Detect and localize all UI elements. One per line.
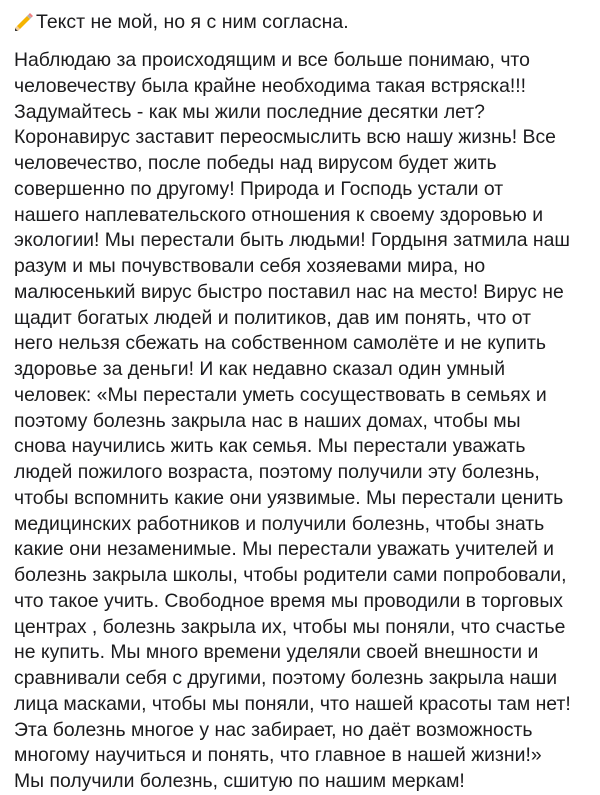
post-line: Эта болезнь многое у нас забирает, но даёт возможность [14,718,533,741]
post-header-text: Текст не мой, но я с ним согласна. [36,11,349,33]
post-line: болезнь закрыла школы, чтобы родители сами попробовали, [14,564,567,586]
post-line: Мы получили болезнь, сшитую по нашим меркам! [14,770,465,792]
post-line: щадит богатых людей и политиков, дав им понять, что от [14,306,531,329]
post-line: сравнивали себя с другими, поэтому болезнь закрыла наши [14,667,558,689]
pencil-icon [14,12,34,32]
post-line: медицинских работников и получили болезнь, чтобы знать [14,512,545,535]
post-line: разум и мы почувствовали себя хозяевами мира, но [14,255,486,277]
post-line: какие они незаменимые. Мы перестали уважать учителей и [14,538,554,561]
post-line: человек: «Мы перестали уметь сосуществовать в семьях и [14,383,547,406]
post-line: совершенно по другому! Природа и Господь устали от [14,177,504,200]
post-body [14,48,592,795]
post-line: многому научиться и понять, что главное в нашей жизни!» [14,744,542,767]
post-line: людей пожилого возраста, поэтому получили эту болезнь, [14,461,540,483]
post [14,8,592,795]
post-line: него нельзя сбежать на собственном самолёте и не купить [14,332,546,355]
post-header [14,8,592,36]
post-line: человечество, после победы над вирусом будет жить [14,152,497,174]
post-line: здоровье за деньги! И как недавно сказал один умный [14,358,506,380]
post-line: нашего наплевательского отношения к своему здоровью и [14,203,544,226]
post-line: Задумайтесь - как мы жили последние десятки лет? [14,100,485,123]
post-line: экологии! Мы перестали быть людьми! Гордыня затмила наш [14,229,570,252]
post-line: Наблюдаю за происходящим и все больше понимаю, что [14,49,530,71]
post-line: снова научились жить как семья. Мы перестали уважать [14,435,526,458]
post-line: не купить. Мы много времени уделяли своей внешности и [14,641,539,664]
post-line: Коронавирус заставит переосмыслить всю нашу жизнь! Все [14,126,556,149]
post-line: малюсенький вирус быстро поставил нас на место! Вирус не [14,280,564,303]
post-line: человечеству была крайне необходима такая встряска!!! [14,74,527,97]
post-line: центрах , болезнь закрыла их, чтобы мы поняли, что счастье [14,615,566,638]
post-line: чтобы вспомнить какие они уязвимые. Мы перестали ценить [14,486,564,509]
post-line: поэтому болезнь закрыла нас в наших домах, чтобы мы [14,409,521,432]
post-line: лица масками, чтобы мы поняли, что нашей красоты там нет! [14,692,571,715]
post-line: что такое учить. Свободное время мы проводили в торговых [14,589,563,612]
